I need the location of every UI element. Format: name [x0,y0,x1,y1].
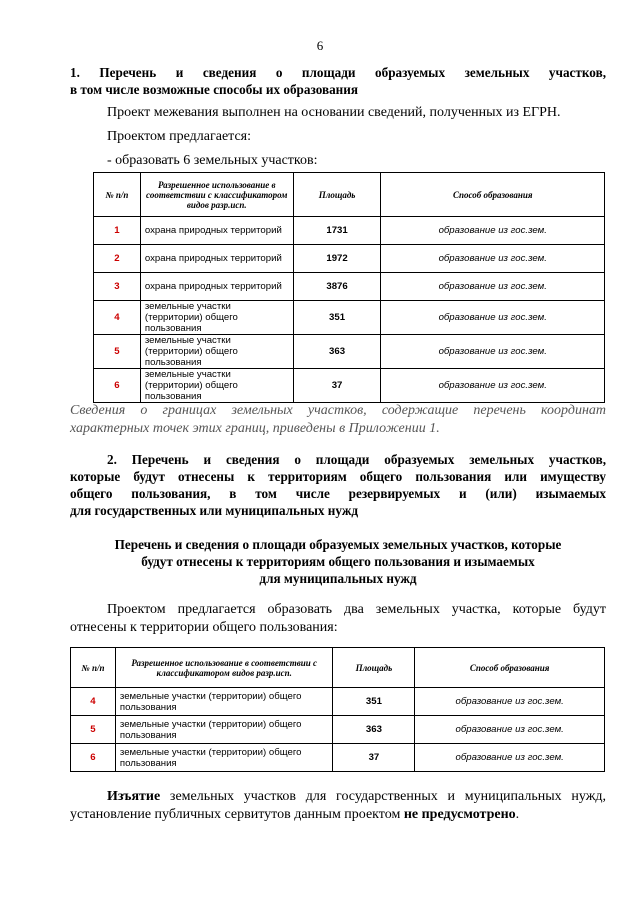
cell-area: 37 [333,744,415,772]
page-number: 6 [316,38,324,53]
section1-heading-line2: в том числе возможные способы их образования [70,82,359,97]
table2-header-row [71,648,605,688]
table2-header-num: № п/п [71,648,116,688]
final-middle-line2: установление публичных сервитутов данным проектом [70,807,404,822]
coordinates-note [70,402,606,438]
cell-method: образование из гос.зем. [381,335,605,369]
cell-method: образование из гос.зем. [415,744,605,772]
final-bold-start: Изъятие [107,789,161,804]
cell-use: земельные участки (территории) общего пользования [140,335,293,369]
table-row [71,716,605,744]
cell-method: образование из гос.зем. [415,716,605,744]
table-plots-1 [93,172,605,403]
cell-use: земельные участки (территории) общего пользования [115,688,333,716]
cell-area: 1731 [293,217,381,245]
paragraph-proposed: Проектом предлагается: [107,129,251,144]
cell-area: 363 [333,716,415,744]
table-row [94,217,605,245]
coordinates-note-line1: Сведения о границах земельных участков, содержащие перечень координат [70,403,606,418]
cell-area: 3876 [293,273,381,301]
cell-method: образование из гос.зем. [381,217,605,245]
final-bold-end: не предусмотрено [403,807,516,822]
section2-heading [70,451,606,519]
paragraph-egrn: Проект межевания выполнен на основании сведений, полученных из ЕГРН. [107,105,561,120]
table-row [71,688,605,716]
subtitle-line3: для муниципальных нужд [259,571,417,586]
final-end: . [515,807,520,822]
cell-area: 363 [293,335,381,369]
table1-header-method: Способ образования [381,173,605,217]
final-paragraph-line1 [70,788,606,806]
paragraph-two-plots-line1: Проектом предлагается образовать два земельных участка, которые будут [107,602,606,617]
table2-header-use: Разрешенное использование в соответствии с классификатором видов разр.исп. [115,648,333,688]
cell-num: 3 [94,273,141,301]
cell-num: 4 [71,688,116,716]
cell-area: 37 [293,369,381,403]
section1-heading-line1: 1. Перечень и сведения о площади образуемых земельных участков, [70,65,606,80]
table1-header-use: Разрешенное использование в соответствии с классификатором видов разр.исп. [140,173,293,217]
paragraph-two-plots-line2: отнесены к территории общего пользования: [70,620,338,635]
subtitle-line2: будут отнесены к территориям общего пользования и изымаемых [141,554,535,569]
table-row [94,369,605,403]
section2-heading-line1: 2. Перечень и сведения о площади образуемых земельных участков, [107,452,606,467]
cell-use: охрана природных территорий [140,273,293,301]
cell-area: 351 [293,301,381,335]
table-row [94,273,605,301]
cell-num: 5 [94,335,141,369]
final-paragraph-line2 [70,806,606,824]
cell-area: 1972 [293,245,381,273]
cell-num: 4 [94,301,141,335]
table2-header-method: Способ образования [415,648,605,688]
cell-use: земельные участки (территории) общего пользования [140,369,293,403]
section1-heading [70,64,606,98]
table2-header-area: Площадь [333,648,415,688]
cell-use: земельные участки (территории) общего пользования [115,744,333,772]
cell-num: 6 [94,369,141,403]
section2-heading-line4: для государственных или муниципальных нужд [70,503,359,518]
paragraph-form-six: - образовать 6 земельных участков: [107,153,318,168]
table-row [94,301,605,335]
cell-num: 6 [71,744,116,772]
cell-method: образование из гос.зем. [381,369,605,403]
section2-heading-line2: которые будут отнесены к территориям общего пользования или имуществу [70,469,606,484]
table-plots-2 [70,647,605,772]
cell-method: образование из гос.зем. [415,688,605,716]
cell-use: охрана природных территорий [140,245,293,273]
cell-area: 351 [333,688,415,716]
final-paragraph [70,788,606,824]
table-row [71,744,605,772]
subtitle [70,536,606,587]
cell-method: образование из гос.зем. [381,273,605,301]
paragraph-two-plots [70,601,606,637]
cell-use: земельные участки (территории) общего пользования [140,301,293,335]
cell-num: 1 [94,217,141,245]
cell-method: образование из гос.зем. [381,301,605,335]
subtitle-line1: Перечень и сведения о площади образуемых земельных участков, которые [114,537,562,552]
table1-header-area: Площадь [293,173,381,217]
coordinates-note-line2: характерных точек этих границ, приведены в Приложении 1. [70,421,440,436]
cell-use: земельные участки (территории) общего пользования [115,716,333,744]
cell-method: образование из гос.зем. [381,245,605,273]
table-row [94,245,605,273]
cell-num: 2 [94,245,141,273]
final-middle-line1: земельных участков для государственных и муниципальных нужд, [160,789,606,804]
table1-header-row [94,173,605,217]
table1-header-num: № п/п [94,173,141,217]
section2-heading-line3: общего пользования, в том числе резервируемых и (или) изымаемых [70,486,606,501]
cell-use: охрана природных территорий [140,217,293,245]
cell-num: 5 [71,716,116,744]
table-row [94,335,605,369]
